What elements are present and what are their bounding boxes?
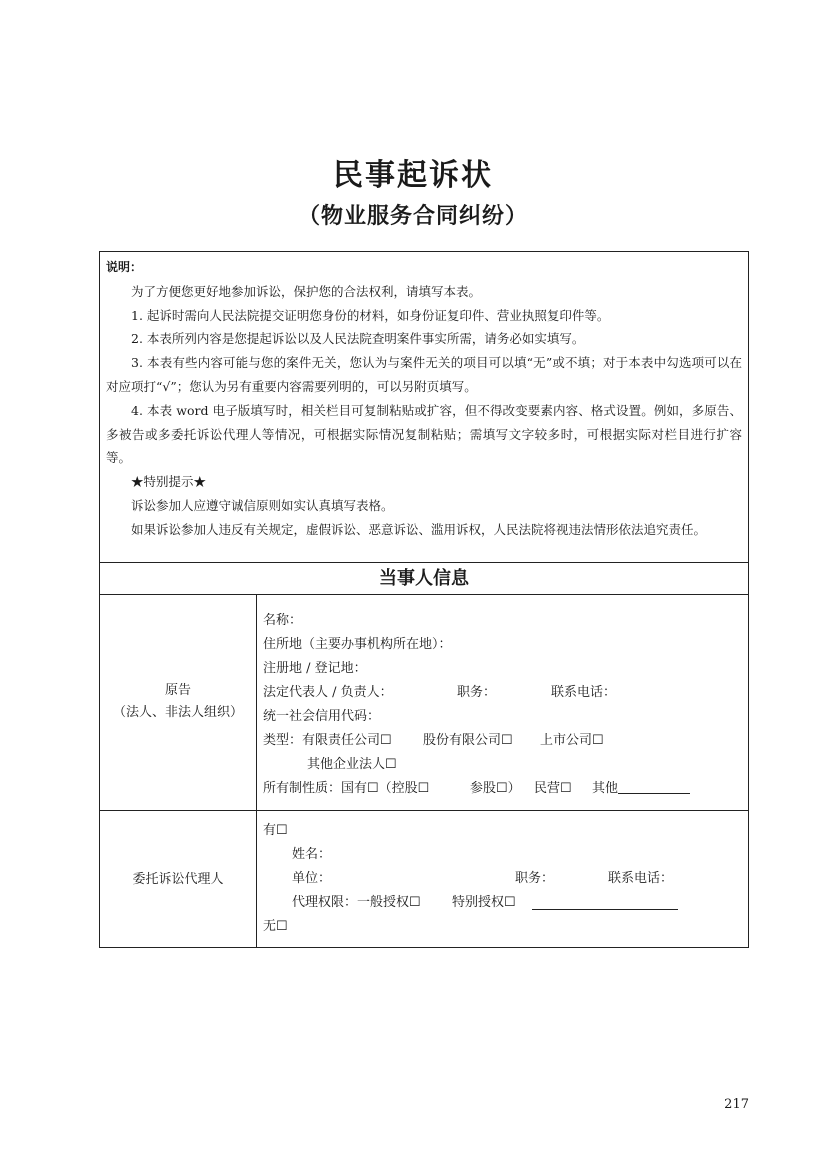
agent-fields bbox=[263, 819, 743, 939]
type-listed-checkbox[interactable]: 上市公司☐ bbox=[540, 733, 604, 748]
instruction-paragraph: 3. 本表有些内容可能与您的案件无关，您认为与案件无关的项目可以填“无”或不填；对于本表中勾选项可以在对应项打“√”；您认为另有重要内容需要列明的，可以另附页填写。 bbox=[106, 355, 742, 394]
column-divider bbox=[256, 594, 257, 948]
agent-position-field[interactable]: 职务： bbox=[515, 871, 555, 886]
type-llc-checkbox[interactable]: 类型：有限责任公司☐ bbox=[263, 733, 392, 748]
plaintiff-label-subtitle: （法人、非法人组织） bbox=[112, 705, 243, 720]
instruction-paragraph: 2. 本表所列内容是您提起诉讼以及人民法院查明案件事实所需，请务必如实填写。 bbox=[131, 331, 585, 347]
instruction-paragraph: 1. 起诉时需向人民法院提交证明您身份的材料，如身份证复印件、营业执照复印件等。 bbox=[131, 307, 610, 323]
plaintiff-credit-code-field[interactable]: 统一社会信用代码： bbox=[263, 709, 381, 724]
plaintiff-label bbox=[100, 680, 256, 724]
agent-unit-field[interactable]: 单位： bbox=[292, 871, 332, 886]
agent-authority-blank[interactable] bbox=[532, 893, 678, 910]
agent-phone-field[interactable]: 联系电话： bbox=[608, 871, 674, 886]
page-number: 217 bbox=[724, 1097, 749, 1112]
instruction-paragraph: 4. 本表 word 电子版填写时，相关栏目可复制粘贴或扩容，但不得改变要素内容、格式设置。例如，多原告、多被告或多委托诉讼代理人等情况，可根据实际情况复制粘贴；需填写文字较多时，可根据实际对栏目进行扩容等。 bbox=[106, 402, 742, 466]
plaintiff-registered-field[interactable]: 注册地 / 登记地： bbox=[263, 661, 367, 676]
ownership-other-label: 其他 bbox=[592, 781, 619, 796]
agent-label: 委托诉讼代理人 bbox=[132, 872, 224, 887]
plaintiff-legal-rep-field[interactable]: 法定代表人 / 负责人： bbox=[263, 685, 393, 700]
plaintiff-name-field[interactable]: 名称： bbox=[263, 613, 303, 628]
table-divider bbox=[100, 810, 748, 811]
ownership-other-blank[interactable] bbox=[618, 777, 690, 794]
plaintiff-address-field[interactable]: 住所地（主要办事机构所在地）： bbox=[263, 637, 452, 652]
agent-general-authority-checkbox[interactable]: 代理权限：一般授权☐ bbox=[292, 895, 421, 910]
instructions-heading: 说明： bbox=[106, 260, 143, 274]
document-title: 民事起诉状 bbox=[333, 158, 493, 193]
ownership-other-field[interactable] bbox=[592, 777, 690, 801]
instructions-block bbox=[106, 256, 742, 542]
instruction-paragraph: 如果诉讼参加人违反有关规定，虚假诉讼、恶意诉讼、滥用诉权，人民法院将视违法情形依法追究责任。 bbox=[131, 521, 707, 537]
type-joint-stock-checkbox[interactable]: 股份有限公司☐ bbox=[423, 733, 513, 748]
table-divider bbox=[100, 594, 748, 595]
ownership-state-checkbox[interactable]: 所有制性质：国有☐（控股☐ bbox=[263, 781, 430, 796]
special-notice-heading: ★特别提示★ bbox=[131, 474, 207, 490]
type-other-checkbox[interactable]: 其他企业法人☐ bbox=[307, 757, 397, 772]
agent-name-field[interactable]: 姓名： bbox=[292, 847, 332, 862]
agent-yes-checkbox[interactable]: 有☐ bbox=[263, 823, 288, 838]
plaintiff-label-title: 原告 bbox=[164, 683, 191, 698]
instruction-paragraph: 为了方便您更好地参加诉讼，保护您的合法权利，请填写本表。 bbox=[131, 283, 482, 299]
complaint-form-table bbox=[99, 251, 749, 948]
agent-no-checkbox[interactable]: 无☐ bbox=[263, 919, 288, 934]
agent-special-authority-checkbox[interactable]: 特别授权☐ bbox=[452, 895, 516, 910]
instruction-paragraph: 诉讼参加人应遵守诚信原则如实认真填写表格。 bbox=[131, 497, 394, 513]
ownership-minority-checkbox[interactable]: 参股☐） bbox=[470, 781, 521, 796]
section-title-party-info: 当事人信息 bbox=[379, 568, 469, 589]
document-subtitle: （物业服务合同纠纷） bbox=[297, 204, 528, 229]
ownership-private-checkbox[interactable]: 民营☐ bbox=[534, 781, 572, 796]
plaintiff-position-field[interactable]: 职务： bbox=[457, 685, 497, 700]
plaintiff-phone-field[interactable]: 联系电话： bbox=[551, 685, 617, 700]
plaintiff-fields bbox=[263, 609, 743, 801]
